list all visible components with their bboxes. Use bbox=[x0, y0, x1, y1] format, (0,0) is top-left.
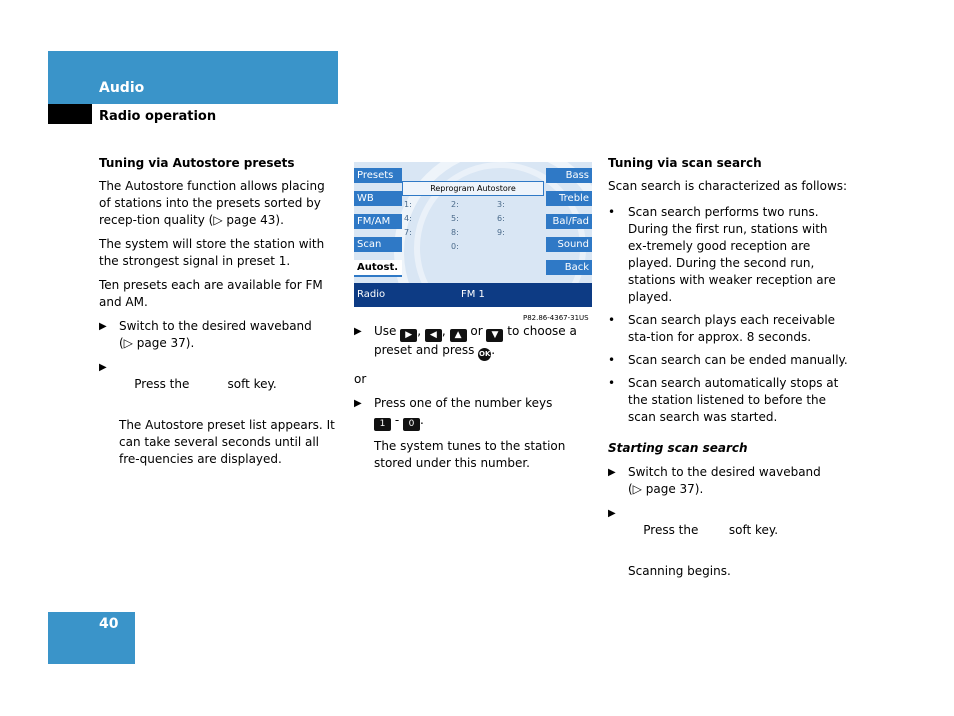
autostore-step-1 bbox=[99, 318, 337, 352]
section-title: Audio bbox=[99, 80, 145, 96]
header-marker bbox=[48, 104, 92, 124]
status-band: FM 1 bbox=[461, 289, 485, 300]
number-key-0-icon: 0 bbox=[403, 418, 420, 431]
left-key-icon: ◀ bbox=[425, 329, 442, 342]
autostore-para-3: Ten presets each are available for FM and AM. bbox=[99, 278, 323, 309]
step-arrow-icon: ▶ bbox=[608, 467, 616, 478]
preset-step-2: ▶ Press one of the number keys 1 - 0 . bbox=[354, 396, 553, 429]
number-key-1-icon: 1 bbox=[374, 418, 391, 431]
scan-result: Scanning begins. bbox=[628, 564, 731, 578]
scan-bullet: • Scan search plays each receivable sta-tion for approx. 8 seconds. bbox=[608, 313, 836, 344]
softkey-fm-am[interactable]: FM/AM bbox=[354, 214, 402, 229]
or-text: or bbox=[354, 372, 367, 386]
autostore-result: The Autostore preset list appears. It can take several seconds until all fre-quencies are displayed. bbox=[119, 418, 335, 466]
radio-display bbox=[354, 162, 592, 307]
figure-caption: P82.86-4367-31US bbox=[523, 314, 589, 322]
status-source: Radio bbox=[357, 289, 386, 300]
preset-slot[interactable]: 3: bbox=[497, 200, 505, 209]
softkey-sound[interactable]: Sound bbox=[546, 237, 592, 252]
step-arrow-icon: ▶ bbox=[354, 326, 362, 337]
scan-intro: Scan search is characterized as follows: bbox=[608, 179, 848, 193]
preset-result: The system tunes to the station stored under this number. bbox=[374, 439, 566, 470]
softkey-presets[interactable]: Presets bbox=[354, 168, 402, 183]
starting-scan-heading: Starting scan search bbox=[608, 441, 748, 455]
scan-bullet: • Scan search performs two runs. During the first run, stations with ex-tremely good reception are played. During the second run, stations with weaker reception are played. bbox=[608, 205, 836, 304]
preset-slot[interactable]: 6: bbox=[497, 214, 505, 223]
page-number-box bbox=[48, 612, 135, 664]
step-text: Switch to the desired waveband bbox=[628, 465, 821, 479]
step-text: Press one of the number keys bbox=[374, 396, 553, 410]
step-text: or bbox=[470, 324, 483, 338]
ok-key-icon: OK bbox=[478, 348, 491, 361]
preset-slot[interactable]: 9: bbox=[497, 228, 505, 237]
softkey-wb[interactable]: WB bbox=[354, 191, 402, 206]
softkey-bass[interactable]: Bass bbox=[546, 168, 592, 183]
header-band bbox=[48, 51, 338, 104]
right-key-icon: ▶ bbox=[400, 329, 417, 342]
step-text: Switch to the desired waveband bbox=[119, 319, 312, 333]
autostore-step-2 bbox=[99, 359, 337, 410]
scan-bullet: • Scan search automatically stops at the station listened to before the scan search was started. bbox=[608, 376, 839, 424]
step-arrow-icon: ▶ bbox=[99, 321, 107, 332]
subsection-title: Radio operation bbox=[99, 109, 217, 124]
preset-slot[interactable]: 2: bbox=[451, 200, 459, 209]
down-key-icon: ▼ bbox=[486, 329, 503, 342]
preset-slot[interactable]: 4: bbox=[404, 214, 412, 223]
scan-heading: Tuning via scan search bbox=[608, 156, 762, 170]
scan-step-1 bbox=[608, 464, 848, 498]
preset-slot[interactable]: 8: bbox=[451, 228, 459, 237]
softkey-treble[interactable]: Treble bbox=[546, 191, 592, 206]
softkey-autost[interactable]: Autost. bbox=[354, 260, 402, 277]
softkey-scan[interactable]: Scan bbox=[354, 237, 402, 252]
preset-slot[interactable]: 0: bbox=[451, 242, 459, 251]
column-autostore bbox=[99, 155, 337, 475]
page-ref: (▷ page 37). bbox=[628, 482, 704, 496]
autostore-heading: Tuning via Autostore presets bbox=[99, 156, 295, 170]
preset-step-1: ▶ Use ▶ , ◀ , ▲ or ▼ to choose a preset and press OK. bbox=[354, 323, 594, 361]
scan-step-2 bbox=[608, 505, 848, 556]
preset-slot[interactable]: 1: bbox=[404, 200, 412, 209]
step-text: Press the soft key. bbox=[643, 523, 779, 537]
page-ref: (▷ page 37). bbox=[119, 336, 195, 350]
step-text: preset and press bbox=[374, 343, 475, 357]
column-preset-select bbox=[354, 323, 594, 479]
up-key-icon: ▲ bbox=[450, 329, 467, 342]
autostore-para-2: The system will store the station with the strongest signal in preset 1. bbox=[99, 237, 325, 268]
preset-slot[interactable]: 5: bbox=[451, 214, 459, 223]
step-arrow-icon: ▶ bbox=[608, 508, 616, 519]
softkey-back[interactable]: Back bbox=[546, 260, 592, 275]
step-arrow-icon: ▶ bbox=[354, 398, 362, 409]
autostore-para-1: The Autostore function allows placing of stations into the presets sorted by recep-tion quality (▷ page 43). bbox=[99, 179, 325, 227]
column-scan-search bbox=[608, 155, 848, 587]
reprogram-autostore-option[interactable]: Reprogram Autostore bbox=[402, 181, 544, 196]
step-text: Use bbox=[374, 324, 397, 338]
step-text: to choose a bbox=[507, 324, 577, 338]
scan-bullet: • Scan search can be ended manually. bbox=[608, 353, 848, 367]
softkey-bal-fad[interactable]: Bal/Fad bbox=[546, 214, 592, 229]
page-number: 40 bbox=[99, 616, 119, 632]
step-arrow-icon: ▶ bbox=[99, 362, 107, 373]
status-bar bbox=[354, 283, 592, 307]
step-text: Press the soft key. bbox=[134, 377, 277, 391]
preset-slot[interactable]: 7: bbox=[404, 228, 412, 237]
